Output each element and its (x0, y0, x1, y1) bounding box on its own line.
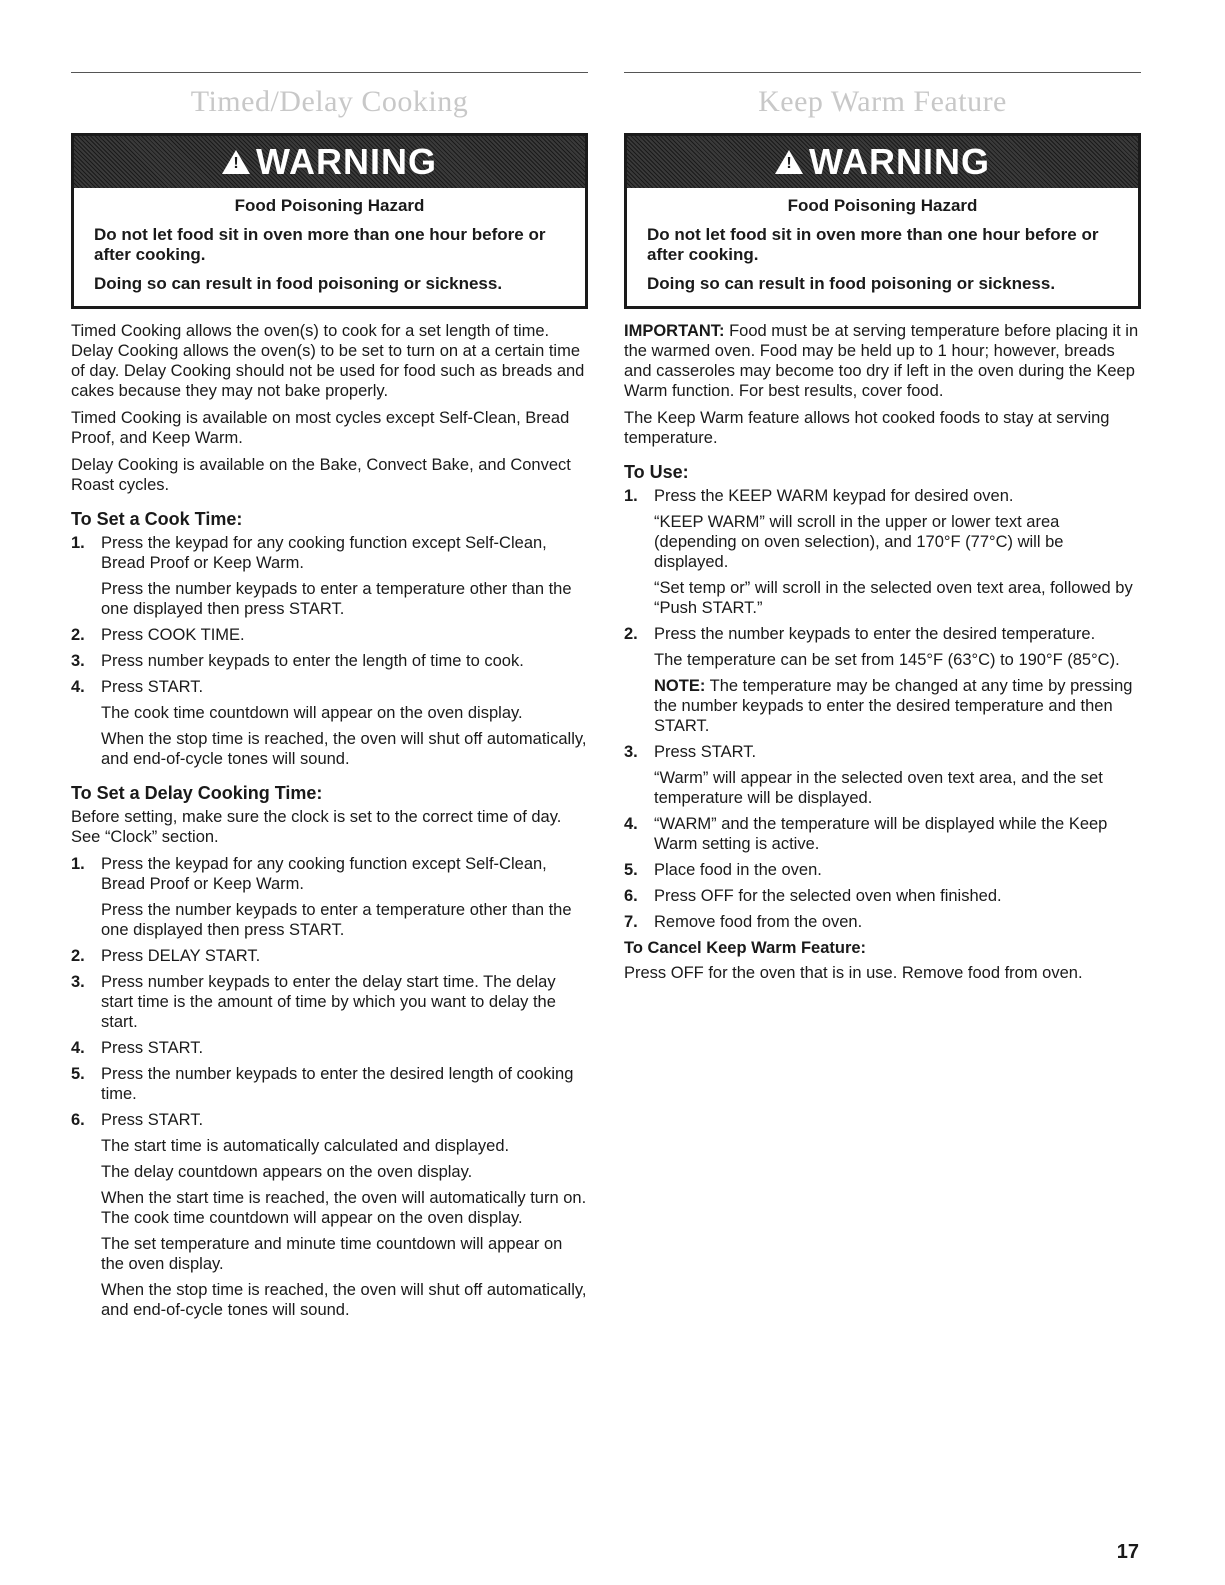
step-number: 2. (71, 626, 85, 644)
cook-time-steps (71, 533, 588, 769)
step-text: Press START. (654, 743, 757, 761)
warning-line: Do not let food sit in oven more than one hour before or after cooking. (94, 225, 546, 264)
section-rule (71, 72, 588, 73)
step-subtext: Press the number keypads to enter a temperature other than the one displayed then press START. (101, 901, 572, 939)
step-number: 6. (71, 1111, 85, 1129)
list-item (71, 1064, 588, 1104)
warning-word: WARNING (809, 141, 990, 182)
section-title-timed-delay: Timed/Delay Cooking (190, 85, 469, 118)
right-column (624, 72, 1141, 990)
list-item (71, 1038, 588, 1058)
section-title-keep-warm: Keep Warm Feature (758, 85, 1007, 118)
warning-line: Doing so can result in food poisoning or sickness. (647, 274, 1056, 293)
warning-hazard: Food Poisoning Hazard (787, 196, 978, 215)
cancel-heading: To Cancel Keep Warm Feature: (624, 939, 867, 957)
step-text: “WARM” and the temperature will be displayed while the Keep Warm setting is active. (654, 815, 1108, 853)
list-item (71, 625, 588, 645)
warning-triangle-icon: ! (775, 150, 803, 174)
warning-hazard: Food Poisoning Hazard (234, 196, 425, 215)
step-text: Press START. (101, 1111, 204, 1129)
step-number: 4. (624, 815, 638, 833)
step-text: Press the keypad for any cooking function except Self-Clean, Bread Proof or Keep Warm. (101, 855, 547, 893)
step-number: 1. (71, 855, 85, 873)
step-subtext: The delay countdown appears on the oven display. (101, 1163, 473, 1181)
list-item (624, 624, 1141, 736)
section-rule (624, 72, 1141, 73)
step-text: Place food in the oven. (654, 861, 822, 879)
warning-body (627, 188, 1138, 306)
warning-line: Doing so can result in food poisoning or sickness. (94, 274, 503, 293)
note-text: The temperature may be changed at any time by pressing the number keypads to enter the desired temperature and then START. (654, 677, 1133, 735)
step-text: Press the KEEP WARM keypad for desired oven. (654, 487, 1014, 505)
step-number: 4. (71, 1039, 85, 1057)
list-item (71, 854, 588, 940)
left-column (71, 72, 588, 1326)
step-text: Press the number keypads to enter the desired temperature. (654, 625, 1096, 643)
list-item (71, 946, 588, 966)
step-subtext: The cook time countdown will appear on the oven display. (101, 704, 523, 722)
note-label: NOTE: (654, 677, 706, 695)
cook-time-heading: To Set a Cook Time: (71, 509, 243, 529)
step-number: 1. (71, 534, 85, 552)
feature-paragraph: The Keep Warm feature allows hot cooked foods to stay at serving temperature. (624, 409, 1110, 447)
list-item (71, 677, 588, 769)
list-item (71, 1110, 588, 1320)
step-subtext: Press the number keypads to enter a temperature other than the one displayed then press START. (101, 580, 572, 618)
step-number: 3. (624, 743, 638, 761)
step-text: Press COOK TIME. (101, 626, 245, 644)
step-number: 4. (71, 678, 85, 696)
intro-paragraph: Timed Cooking allows the oven(s) to cook for a set length of time. Delay Cooking allows the oven(s) to be set to turn on at a certain time of day. Delay Cooking should not be used for food such as breads and cakes because they may not bake properly. (71, 322, 585, 400)
important-paragraph (624, 321, 1141, 401)
step-number: 5. (624, 861, 638, 879)
warning-triangle-icon: ! (222, 150, 250, 174)
important-text: Food must be at serving temperature before placing it in the warmed oven. Food may be held up to 1 hour; however, breads and casseroles may become too dry if left in the oven during the Keep Warm function. For best results, cover food. (624, 322, 1139, 400)
list-item (71, 651, 588, 671)
page-number: 17 (1116, 1541, 1139, 1563)
step-number: 5. (71, 1065, 85, 1083)
step-subtext: When the start time is reached, the oven will automatically turn on. The cook time countdown will appear on the oven display. (101, 1189, 587, 1227)
delay-intro: Before setting, make sure the clock is set to the correct time of day. See “Clock” section. (71, 808, 562, 846)
step-subtext: When the stop time is reached, the oven will shut off automatically, and end-of-cycle tones will sound. (101, 730, 587, 768)
list-item (624, 912, 1141, 932)
intro-paragraph: Delay Cooking is available on the Bake, Convect Bake, and Convect Roast cycles. (71, 456, 571, 494)
step-text: Press START. (101, 678, 204, 696)
list-item (624, 742, 1141, 808)
to-use-heading: To Use: (624, 462, 689, 482)
step-text: Press number keypads to enter the length of time to cook. (101, 652, 524, 670)
note-paragraph (654, 676, 1141, 736)
delay-time-heading: To Set a Delay Cooking Time: (71, 783, 323, 803)
warning-header (74, 136, 585, 188)
warning-word: WARNING (256, 141, 437, 182)
step-subtext: When the stop time is reached, the oven will shut off automatically, and end-of-cycle tones will sound. (101, 1281, 587, 1319)
list-item (624, 886, 1141, 906)
step-number: 6. (624, 887, 638, 905)
step-subtext: The temperature can be set from 145°F (63°C) to 190°F (85°C). (654, 651, 1120, 669)
step-text: Press the number keypads to enter the desired length of cooking time. (101, 1065, 574, 1103)
step-number: 3. (71, 973, 85, 991)
step-number: 2. (71, 947, 85, 965)
step-text: Press the keypad for any cooking function except Self-Clean, Bread Proof or Keep Warm. (101, 534, 547, 572)
keep-warm-content (624, 321, 1141, 983)
step-subtext: The start time is automatically calculated and displayed. (101, 1137, 510, 1155)
important-label: IMPORTANT: (624, 322, 725, 340)
list-item (71, 972, 588, 1032)
step-subtext: “Warm” will appear in the selected oven text area, and the set temperature will be displayed. (654, 769, 1103, 807)
cancel-text: Press OFF for the oven that is in use. Remove food from oven. (624, 964, 1083, 982)
warning-box (71, 133, 588, 309)
step-text: Press number keypads to enter the delay start time. The delay start time is the amount of time by which you want to delay the start. (101, 973, 556, 1031)
step-text: Press OFF for the selected oven when finished. (654, 887, 1002, 905)
step-number: 7. (624, 913, 638, 931)
step-subtext: “KEEP WARM” will scroll in the upper or lower text area (depending on oven selection), and 170°F (77°C) will be displayed. (654, 513, 1064, 571)
step-text: Press START. (101, 1039, 204, 1057)
step-number: 2. (624, 625, 638, 643)
list-item (624, 860, 1141, 880)
delay-time-steps (71, 854, 588, 1320)
warning-box (624, 133, 1141, 309)
warning-body (74, 188, 585, 306)
step-text: Press DELAY START. (101, 947, 261, 965)
step-subtext: The set temperature and minute time countdown will appear on the oven display. (101, 1235, 563, 1273)
warning-line: Do not let food sit in oven more than one hour before or after cooking. (647, 225, 1099, 264)
list-item (624, 486, 1141, 618)
step-number: 1. (624, 487, 638, 505)
warning-header (627, 136, 1138, 188)
step-subtext: “Set temp or” will scroll in the selected oven text area, followed by “Push START.” (654, 579, 1133, 617)
intro-paragraph: Timed Cooking is available on most cycles except Self-Clean, Bread Proof, and Keep Warm. (71, 409, 570, 447)
step-number: 3. (71, 652, 85, 670)
list-item (624, 814, 1141, 854)
timed-delay-content (71, 321, 588, 1320)
step-text: Remove food from the oven. (654, 913, 863, 931)
list-item (71, 533, 588, 619)
